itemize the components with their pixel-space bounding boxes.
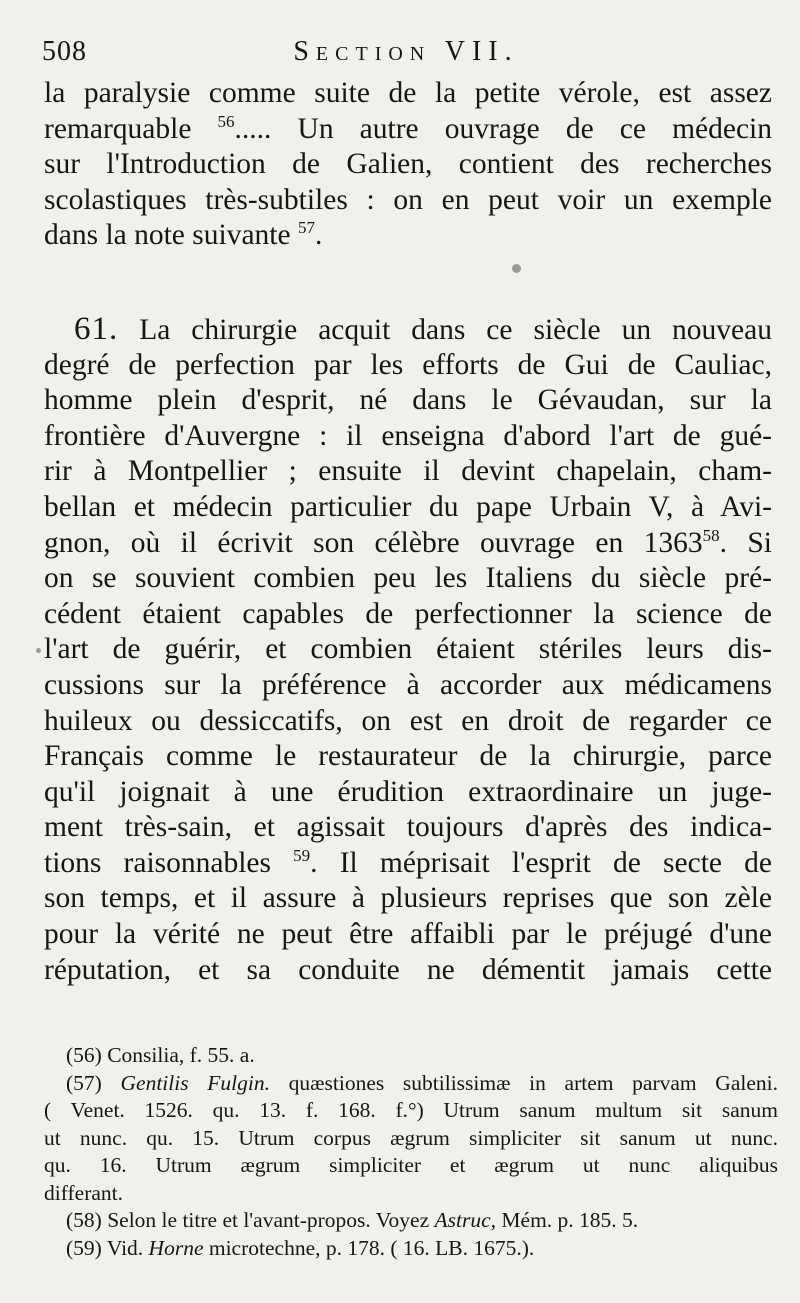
text-line xyxy=(44,526,772,562)
footnote-text: microtechne, p. 178. ( 16. LB. 1675.). xyxy=(208,1235,535,1260)
footnote-text: quæstiones subtilissimæ in artem parvam Galeni. xyxy=(288,1070,778,1095)
text-line xyxy=(44,312,772,348)
footnote-author: Horne xyxy=(148,1235,204,1260)
footnote-ref: 56 xyxy=(217,111,235,131)
text-line: Français comme le restaurateur de la chirurgie, parce xyxy=(44,740,772,773)
text-line: qu'il joignait à une érudition extraordinaire un juge- xyxy=(44,775,772,808)
text-line: cussions sur la préférence à accorder aux médicamens xyxy=(44,668,772,701)
running-head: Section VII. xyxy=(293,36,519,67)
page-number: 508 xyxy=(42,36,87,67)
text-fragment: remarquable xyxy=(44,112,192,145)
text-fragment: tions raisonnables xyxy=(44,846,271,879)
footnote-57-line: qu. 16. Utrum ægrum simpliciter et ægrum ut nunc aliquibus xyxy=(44,1153,778,1177)
text-line: scolastiques très-subtiles : on en peut voir un exemple xyxy=(44,183,772,216)
footnote-56 xyxy=(66,1042,778,1070)
footnote-marker: (58) xyxy=(66,1208,102,1232)
footnote-text: Consilia, f. 55. a. xyxy=(107,1043,255,1067)
text-fragment: Un autre ouvrage de ce médecin xyxy=(297,112,772,145)
text-line: la paralysie comme suite de la petite vérole, est assez xyxy=(44,77,772,109)
footnote-text: Mém. p. 185. 5. xyxy=(501,1208,639,1232)
text-line: huileux ou dessiccatifs, on est en droit de regarder ce xyxy=(44,704,772,737)
footnote-57-line: ( Venet. 1526. qu. 13. f. 168. f.°) Utrum sanum multum sit sanum xyxy=(44,1098,778,1122)
text-fragment: . Il méprisait l'esprit de secte de xyxy=(310,846,772,879)
footnote-ref: 58 xyxy=(702,525,720,545)
ink-speck xyxy=(36,648,41,653)
text-line: ment très-sain, et agissait toujours d'après des indica- xyxy=(44,811,772,844)
footnote-author: Gentilis Fulgin. xyxy=(120,1070,270,1095)
text-line: bellan et médecin particulier du pape Urbain V, à Avi- xyxy=(44,490,772,523)
text-line: dans la note suivante $^{57}$. xyxy=(44,218,323,252)
text-line: degré de perfection par les efforts de Gui de Cauliac, xyxy=(44,348,772,381)
text-fragment: gnon, où il écrivit son célèbre ouvrage en 1363 xyxy=(44,526,703,559)
text-line: l'art de guérir, et combien étaient stériles leurs dis- xyxy=(44,633,772,666)
footnote-author: Astruc, xyxy=(434,1208,497,1232)
body-text xyxy=(44,76,772,988)
footnotes xyxy=(44,1042,778,1262)
text-fragment: dans la note suivante xyxy=(44,219,291,252)
text-line: frontière d'Auvergne : il enseigna d'abord l'art de gué- xyxy=(44,419,772,452)
footnote-text: Vid. xyxy=(106,1235,144,1260)
text-line: son temps, et il assure à plusieurs reprises que son zèle xyxy=(44,882,772,915)
footnote-58 xyxy=(66,1207,778,1235)
footnote-ref: 59 xyxy=(293,845,311,865)
ellipsis: ..... xyxy=(234,112,272,145)
text-line: rir à Montpellier ; ensuite il devint chapelain, cham- xyxy=(44,455,772,488)
text-line: homme plein d'esprit, né dans le Gévaudan, sur la xyxy=(44,384,772,417)
footnote-marker: (59) xyxy=(66,1235,102,1260)
footnote-ref: 57 xyxy=(297,218,315,238)
text-line xyxy=(44,112,772,148)
footnote-57 xyxy=(66,1070,778,1098)
text-fragment: . Si xyxy=(719,526,772,559)
text-line: on se souvient combien peu les Italiens du siècle pré- xyxy=(44,562,772,595)
page-header xyxy=(42,36,770,76)
text-line: sur l'Introduction de Galien, contient des recherches xyxy=(44,148,772,181)
footnote-marker: (56) xyxy=(66,1043,102,1067)
ink-speck xyxy=(512,264,521,273)
text-line: cédent étaient capables de perfectionner la science de xyxy=(44,597,772,630)
text-line xyxy=(44,846,772,882)
footnote-marker: (57) xyxy=(66,1070,102,1095)
footnote-57-line: ut nunc. qu. 15. Utrum corpus ægrum simpliciter sit sanum ut nunc. xyxy=(44,1125,778,1150)
text-line: réputation, et sa conduite ne démentit jamais cette xyxy=(44,953,772,986)
paragraph-number: 61. xyxy=(74,311,119,347)
text-fragment: La chirurgie acquit dans ce siècle un nouveau xyxy=(139,313,772,346)
footnote-text: Selon le titre et l'avant-propos. Voyez xyxy=(107,1208,430,1232)
text-line: pour la vérité ne peut être affaibli par le préjugé d'une xyxy=(44,918,772,951)
footnote-59 xyxy=(66,1235,778,1263)
footnote-57-line: differant. xyxy=(44,1180,123,1205)
